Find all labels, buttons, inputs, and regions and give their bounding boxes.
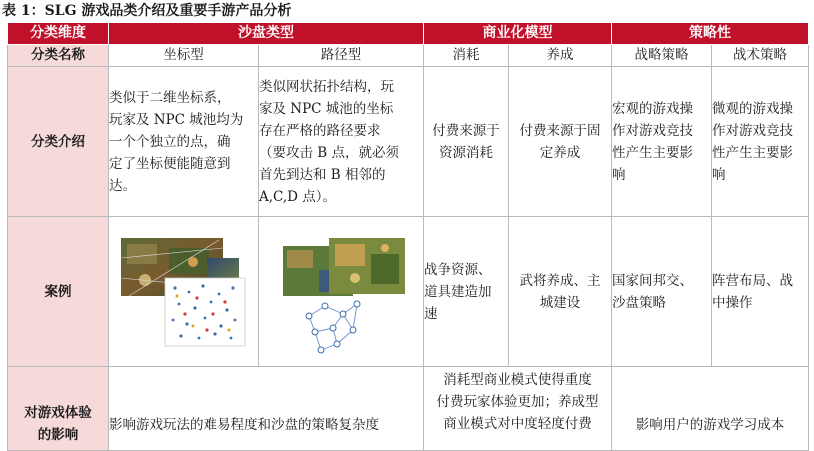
intro-consume-text	[424, 120, 508, 164]
case-tactical	[712, 217, 809, 367]
impact-strategy-text: 影响用户的游戏学习成本	[635, 417, 785, 433]
text-line: 的影响	[37, 427, 79, 443]
text-line: 定养成	[539, 144, 581, 161]
coordinate-sandbox-screenshot	[109, 218, 259, 366]
row-label-impact-text	[8, 402, 108, 446]
row-label-case: 案例	[8, 217, 109, 367]
text-line: 类似于二维坐标系，	[109, 89, 231, 106]
text-line: 速	[424, 305, 438, 322]
case-strategic-text	[612, 270, 711, 314]
text-line: 家及 NPC 城池的坐标	[259, 100, 394, 117]
text-line: 玩家及 NPC 城池均为	[109, 111, 244, 128]
name-consume: 消耗	[424, 45, 509, 67]
case-row	[8, 217, 809, 367]
impact-business-text	[424, 369, 611, 435]
row-label-intro: 分类介绍	[8, 67, 109, 217]
name-path: 路径型	[259, 45, 424, 67]
text-line: 宏观的游戏操	[612, 100, 693, 117]
intro-strategic-text	[612, 98, 711, 186]
text-line: 付费来源于	[432, 122, 500, 139]
case-tactical-text	[712, 270, 808, 314]
text-line: 存在严格的路径要求	[259, 122, 381, 139]
text-line: 道具建造加	[424, 283, 492, 300]
text-line: 响	[612, 166, 626, 183]
row-label-impact	[8, 367, 109, 451]
intro-consume	[424, 67, 509, 217]
intro-nurture-text	[509, 120, 611, 164]
text-line: A,C,D 点）。	[259, 188, 337, 205]
impact-business	[424, 367, 612, 451]
name-coordinate: 坐标型	[109, 45, 259, 67]
header-row	[8, 23, 809, 45]
impact-strategy	[612, 367, 809, 451]
intro-tactical	[712, 67, 809, 217]
text-line: 作对游戏竞技	[712, 122, 793, 139]
text-line: 付费玩家体验更加；养成型	[436, 394, 599, 410]
text-line: 定了坐标便能随意到	[109, 155, 231, 172]
text-line: 微观的游戏操	[712, 100, 793, 117]
name-strategic: 战略策略	[612, 45, 712, 67]
text-line: 对游戏体验	[24, 405, 92, 421]
row-label-names: 分类名称	[8, 45, 109, 67]
case-path-image	[259, 217, 424, 367]
slg-category-table	[7, 22, 809, 451]
text-line: 性产生主要影	[612, 144, 693, 161]
name-nurture: 养成	[509, 45, 612, 67]
text-line: 中操作	[712, 294, 753, 311]
text-line: 消耗型商业模式使得重度	[443, 372, 592, 388]
intro-coordinate	[109, 67, 259, 217]
intro-tactical-text	[712, 98, 808, 186]
intro-coordinate-text	[109, 87, 258, 197]
text-line: 作对游戏竞技	[612, 122, 693, 139]
intro-path	[259, 67, 424, 217]
path-sandbox-screenshot	[259, 218, 424, 366]
text-line: 沙盘策略	[612, 294, 666, 311]
text-line: 资源消耗	[439, 144, 493, 161]
header-dimension: 分类维度	[8, 23, 109, 45]
text-line: 一个个独立的点，确	[109, 133, 231, 150]
header-business-model: 商业化模型	[424, 23, 612, 45]
header-sandbox-type: 沙盘类型	[109, 23, 424, 45]
intro-row	[8, 67, 809, 217]
text-line: 商业模式对中度轻度付费	[443, 416, 592, 432]
text-line: 达。	[109, 177, 136, 194]
case-nurture-text	[509, 270, 611, 314]
intro-path-text	[259, 76, 423, 208]
impact-sandbox	[109, 367, 424, 451]
text-line: 性产生主要影	[712, 144, 793, 161]
impact-sandbox-text: 影响游戏玩法的难易程度和沙盘的策略复杂度	[109, 417, 379, 433]
case-nurture	[509, 217, 612, 367]
case-strategic	[612, 217, 712, 367]
text-line: 付费来源于固	[519, 122, 601, 139]
impact-row	[8, 367, 809, 451]
text-line: 阵营布局、战	[712, 272, 793, 289]
header-strategy: 策略性	[612, 23, 809, 45]
case-coordinate-image	[109, 217, 259, 367]
text-line: （要攻击 B 点，就必须	[259, 144, 400, 161]
text-line: 战争资源、	[424, 261, 492, 278]
name-tactical: 战术策略	[712, 45, 809, 67]
text-line: 武将养成、主	[519, 272, 601, 289]
text-line: 城建设	[539, 294, 581, 311]
text-line: 首先到达和 B 相邻的	[259, 166, 386, 183]
text-line: 类似网状拓扑结构，玩	[259, 78, 394, 95]
case-consume-text	[424, 259, 508, 325]
intro-strategic	[612, 67, 712, 217]
case-consume	[424, 217, 509, 367]
text-line: 国家间邦交、	[612, 272, 693, 289]
intro-nurture	[509, 67, 612, 217]
text-line: 响	[712, 166, 726, 183]
names-row	[8, 45, 809, 67]
table-caption: 表 1：SLG 游戏品类介绍及重要手游产品分析	[2, 3, 292, 19]
